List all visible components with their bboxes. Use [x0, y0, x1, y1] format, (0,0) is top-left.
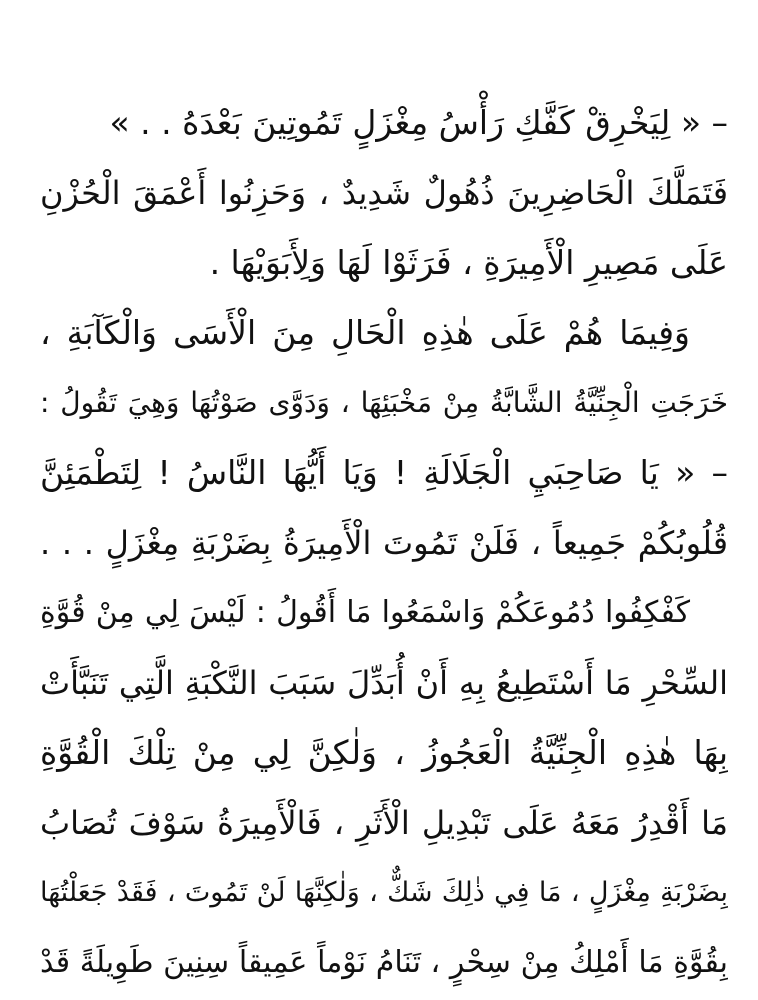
text-line-4: وَفِيمَا هُمْ عَلَى هٰذِهِ الْحَالِ مِنَ الْأَسَى وَالْكَآبَةِ ، — [40, 313, 690, 352]
text-line-11: مَا أَقْدِرُ مَعَهُ عَلَى تَبْدِيلِ الْأَثَرِ ، فَالْأَمِيرَةُ سَوْفَ تُصَابُ — [40, 804, 728, 842]
text-line-6: – « يَا صَاحِبَيِ الْجَلَالَةِ ! وَيَا أَيُّهَا النَّاسُ ! لِتَطْمَئِنَّ — [40, 453, 728, 492]
text-line-5: خَرَجَتِ الْجِنِّيَّةُ الشَّابَّةُ مِنْ مَخْبَئِهَا ، وَدَوَّى صَوْتُهَا وَهِيَ تَقُولُ : — [40, 386, 728, 419]
text-line-10: بِهَا هٰذِهِ الْجِنِّيَّةُ الْعَجُوزُ ، وَلٰكِنَّ لِي مِنْ تِلْكَ الْقُوَّةِ — [40, 733, 728, 772]
text-line-3: عَلَى مَصِيرِ الْأَمِيرَةِ ، فَرَثَوْا لَهَا وَلِأَبَوَيْهَا . — [209, 243, 728, 282]
page-text-block — [40, 88, 728, 998]
text-line-1: – « لِيَخْرِقْ كَفَّكِ رَأْسُ مِغْزَلٍ تَمُوتِينَ بَعْدَهُ . . » — [109, 103, 728, 142]
text-line-2: فَتَمَلَّكَ الْحَاضِرِينَ ذُهُولٌ شَدِيدٌ ، وَحَزِنُوا أَعْمَقَ الْحُزْنِ — [40, 174, 728, 212]
text-line-7: قُلُوبُكُمْ جَمِيعاً ، فَلَنْ تَمُوتَ الْأَمِيرَةُ بِضَرْبَةِ مِغْزَلٍ . . . — [40, 524, 728, 562]
text-line-12: بِضَرْبَةِ مِغْزَلٍ ، مَا فِي ذٰلِكَ شَكٌّ ، وَلٰكِنَّهَا لَنْ تَمُوتَ ، فَقَدْ جَعَلْتُهَا — [40, 877, 728, 908]
text-line-9: السِّحْرِ مَا أَسْتَطِيعُ بِهِ أَنْ أُبَدِّلَ سَبَبَ النَّكْبَةِ الَّتِي تَنَبَّأَتْ — [40, 664, 728, 702]
text-line-13: بِقُوَّةِ مَا أَمْلِكُ مِنْ سِحْرٍ ، تَنَامُ نَوْماً عَمِيقاً سِنِينَ طَوِيلَةً قَدْ — [40, 945, 728, 980]
text-line-8: كَفْكِفُوا دُمُوعَكُمْ وَاسْمَعُوا مَا أَقُولُ : لَيْسَ لِي مِنْ قُوَّةِ — [40, 595, 690, 630]
